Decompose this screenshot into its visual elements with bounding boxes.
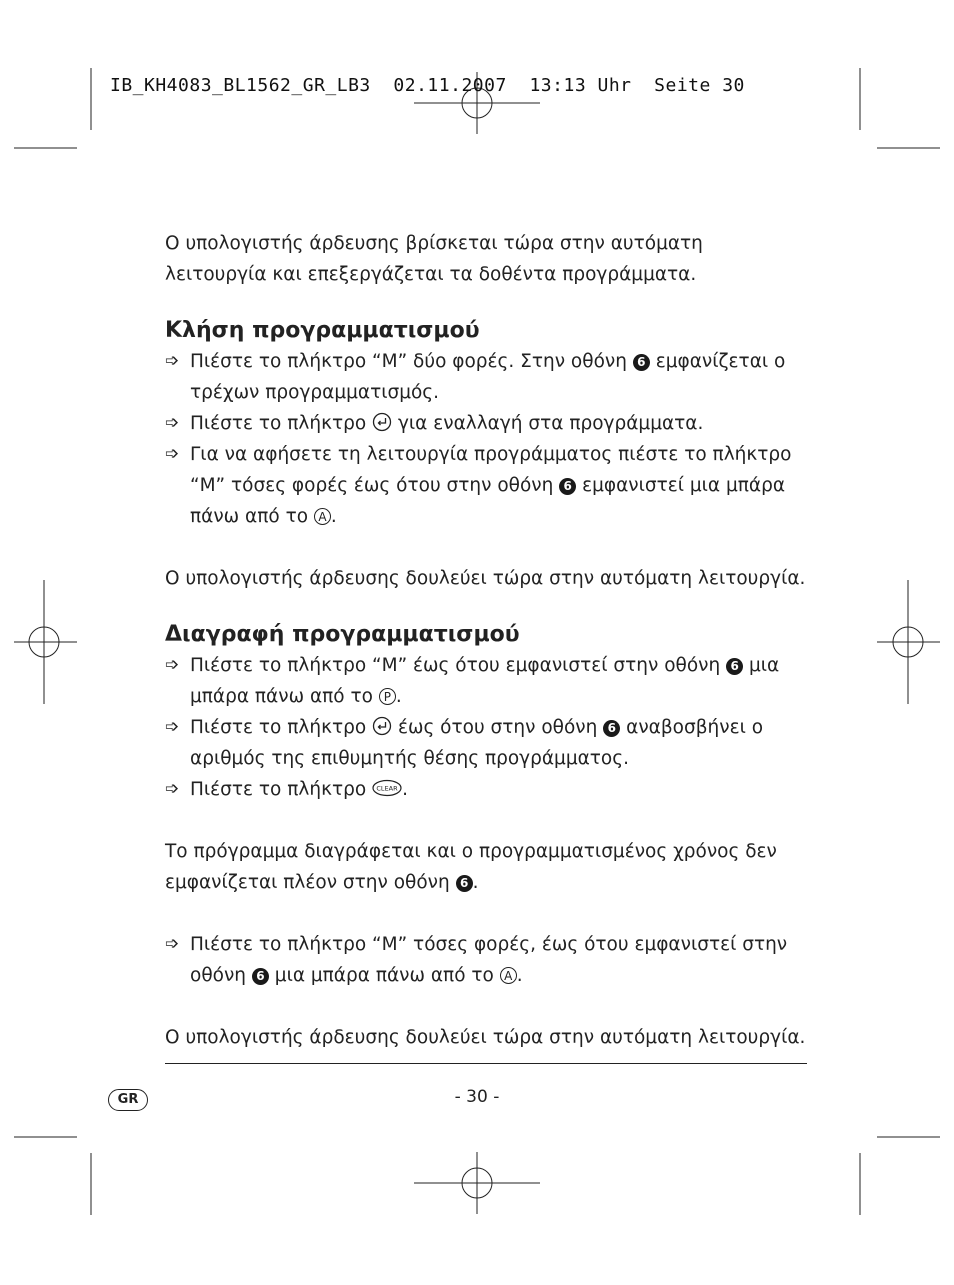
heading-call-programming: Κλήση προγραμματισμού <box>165 318 480 343</box>
display-marker-6: 6 <box>633 354 650 371</box>
clear-key-icon <box>372 779 402 797</box>
display-symbol-a: A <box>314 508 331 525</box>
closing-paragraph: Ο υπολογιστής άρδευσης δουλεύει τώρα στην αυτόματη λειτουργία. <box>165 1027 806 1048</box>
display-marker-6: 6 <box>726 658 743 675</box>
display-marker-6: 6 <box>252 968 269 985</box>
arrow-right-icon: ➩ <box>165 351 180 371</box>
display-marker-6: 6 <box>456 875 473 892</box>
arrow-right-icon: ➩ <box>165 934 180 954</box>
enter-key-icon <box>372 412 392 432</box>
display-marker-6: 6 <box>559 478 576 495</box>
arrow-right-icon: ➩ <box>165 413 180 433</box>
heading-delete-programming: Διαγραφή προγραμματισμού <box>165 622 520 647</box>
footer-rule <box>165 1063 807 1064</box>
svg-text:CLEAR: CLEAR <box>376 784 398 793</box>
list-item: ➩ Πιέστε το πλήκτρο “M” δύο φορές. Στην οθόνη 6 εμφανίζεται ο τρέχων προγραμματισμός. <box>165 346 810 408</box>
result-paragraph: Το πρόγραμμα διαγράφεται και ο προγραμματισμένος χρόνος δεν εμφανίζεται πλέον στην οθόνη 6 . <box>165 841 777 893</box>
print-header: IB_KH4083_BL1562_GR_LB3 02.11.2007 13:13 Uhr Seite 30 <box>110 75 745 96</box>
list-item: ➩ Πιέστε το πλήκτρο για εναλλαγή στα προγράμματα. <box>165 408 810 439</box>
arrow-right-icon: ➩ <box>165 655 180 675</box>
display-symbol-p: P <box>379 688 396 705</box>
language-badge: GR <box>108 1089 148 1111</box>
display-symbol-a: A <box>500 967 517 984</box>
list-item: ➩ Πιέστε το πλήκτρο “M” τόσες φορές, έως ότου εμφανιστεί στην οθόνη 6 μια μπάρα πάνω από το A . <box>165 929 810 991</box>
enter-key-icon <box>372 716 392 736</box>
list-item: ➩ Για να αφήσετε τη λειτουργία προγράμματος πιέστε το πλήκτρο “M” τόσες φορές έως ότου στην οθόνη 6 εμφανιστεί μια μπάρα πάνω από το A . <box>165 439 810 532</box>
document-body <box>165 228 810 1053</box>
arrow-right-icon: ➩ <box>165 717 180 737</box>
display-marker-6: 6 <box>603 720 620 737</box>
intro-paragraph: Ο υπολογιστής άρδευσης βρίσκεται τώρα στην αυτόματη λειτουργία και επεξεργάζεται τα δοθέντα προγράμματα. <box>165 233 703 285</box>
list-item: ➩ Πιέστε το πλήκτρο CLEAR . <box>165 774 810 805</box>
list-item: ➩ Πιέστε το πλήκτρο “M” έως ότου εμφανιστεί στην οθόνη 6 μια μπάρα πάνω από το P . <box>165 650 810 712</box>
arrow-right-icon: ➩ <box>165 779 180 799</box>
closing-paragraph: Ο υπολογιστής άρδευσης δουλεύει τώρα στην αυτόματη λειτουργία. <box>165 568 806 589</box>
page-number: - 30 - <box>454 1087 500 1107</box>
list-item: ➩ Πιέστε το πλήκτρο έως ότου στην οθόνη 6 αναβοσβήνει ο αριθμός της επιθυμητής θέσης προγράμματος. <box>165 712 810 774</box>
arrow-right-icon: ➩ <box>165 444 180 464</box>
